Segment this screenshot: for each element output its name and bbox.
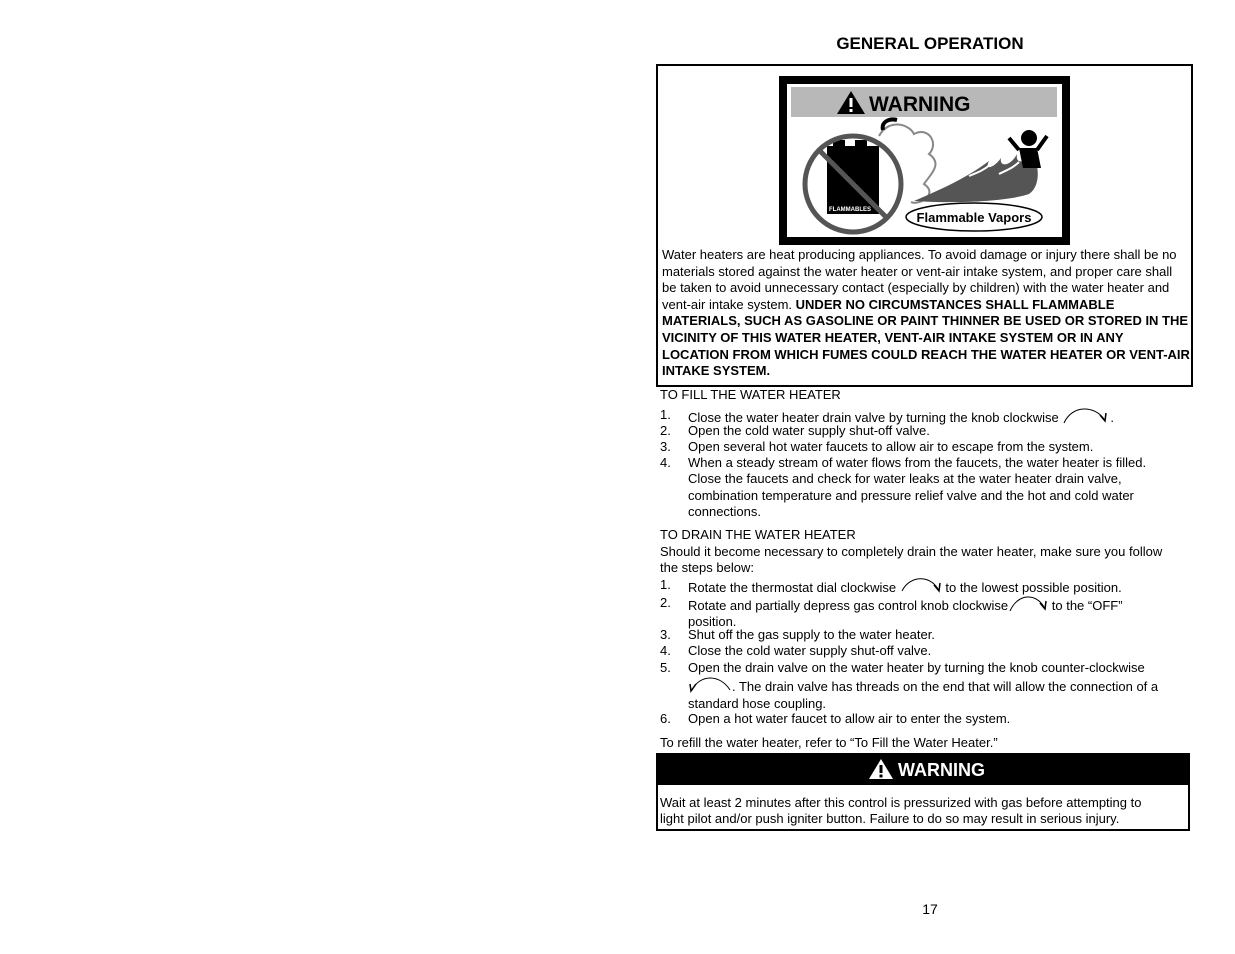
page-number: 17 <box>922 901 938 917</box>
pilot-warning-header <box>658 755 1188 785</box>
page-title: GENERAL OPERATION <box>836 34 1024 53</box>
drain-heading: TO DRAIN THE WATER HEATER <box>660 527 856 542</box>
warning-sign-caption: Flammable Vapors <box>916 210 1032 225</box>
counter-clockwise-arrow-icon <box>688 676 732 694</box>
pilot-warning-heading: WARNING <box>898 760 985 780</box>
pilot-warning-text: Wait at least 2 minutes after this control is pressurized with gas before attempting to light pilot and/or push igniter button. Failure to do so may result in serious injury. <box>660 795 1142 827</box>
flammable-vapors-warning-graphic <box>779 76 1070 245</box>
drain-intro: Should it become necessary to completely drain the water heater, make sure you follow the steps below: <box>660 544 1163 576</box>
svg-text:FLAMMABLES: FLAMMABLES <box>829 207 871 213</box>
fill-heading: TO FILL THE WATER HEATER <box>660 387 841 402</box>
clockwise-arrow-icon <box>1008 595 1048 613</box>
warning-paragraph-normal: Water heaters are heat producing appliances. To avoid damage or injury there shall be no materials stored against the water heater or vent-air intake system, and proper care shall be taken to avoid unnecessary contact (especially by children) with the water heater and vent-air intake system. <box>662 247 1177 312</box>
warning-sign-heading: WARNING <box>869 93 971 116</box>
refill-note: To refill the water heater, refer to “To Fill the Water Heater.” <box>660 735 998 750</box>
warning-paragraph <box>662 247 1190 380</box>
warning-paragraph-bold: UNDER NO CIRCUMSTANCES SHALL FLAMMABLE MATERIALS, SUCH AS GASOLINE OR PAINT THINNER BE USED OR STORED IN THE VICINITY OF THIS WATER HEATER, VENT-AIR INTAKE SYSTEM OR IN ANY LOCATION FROM WHICH FUMES COULD REACH THE WATER HEATER OR VENT-AIR INTAKE SYSTEM. <box>662 296 1190 379</box>
warning-triangle-icon <box>868 758 894 780</box>
clockwise-arrow-icon <box>900 577 942 595</box>
pilot-warning-box <box>656 753 1190 831</box>
